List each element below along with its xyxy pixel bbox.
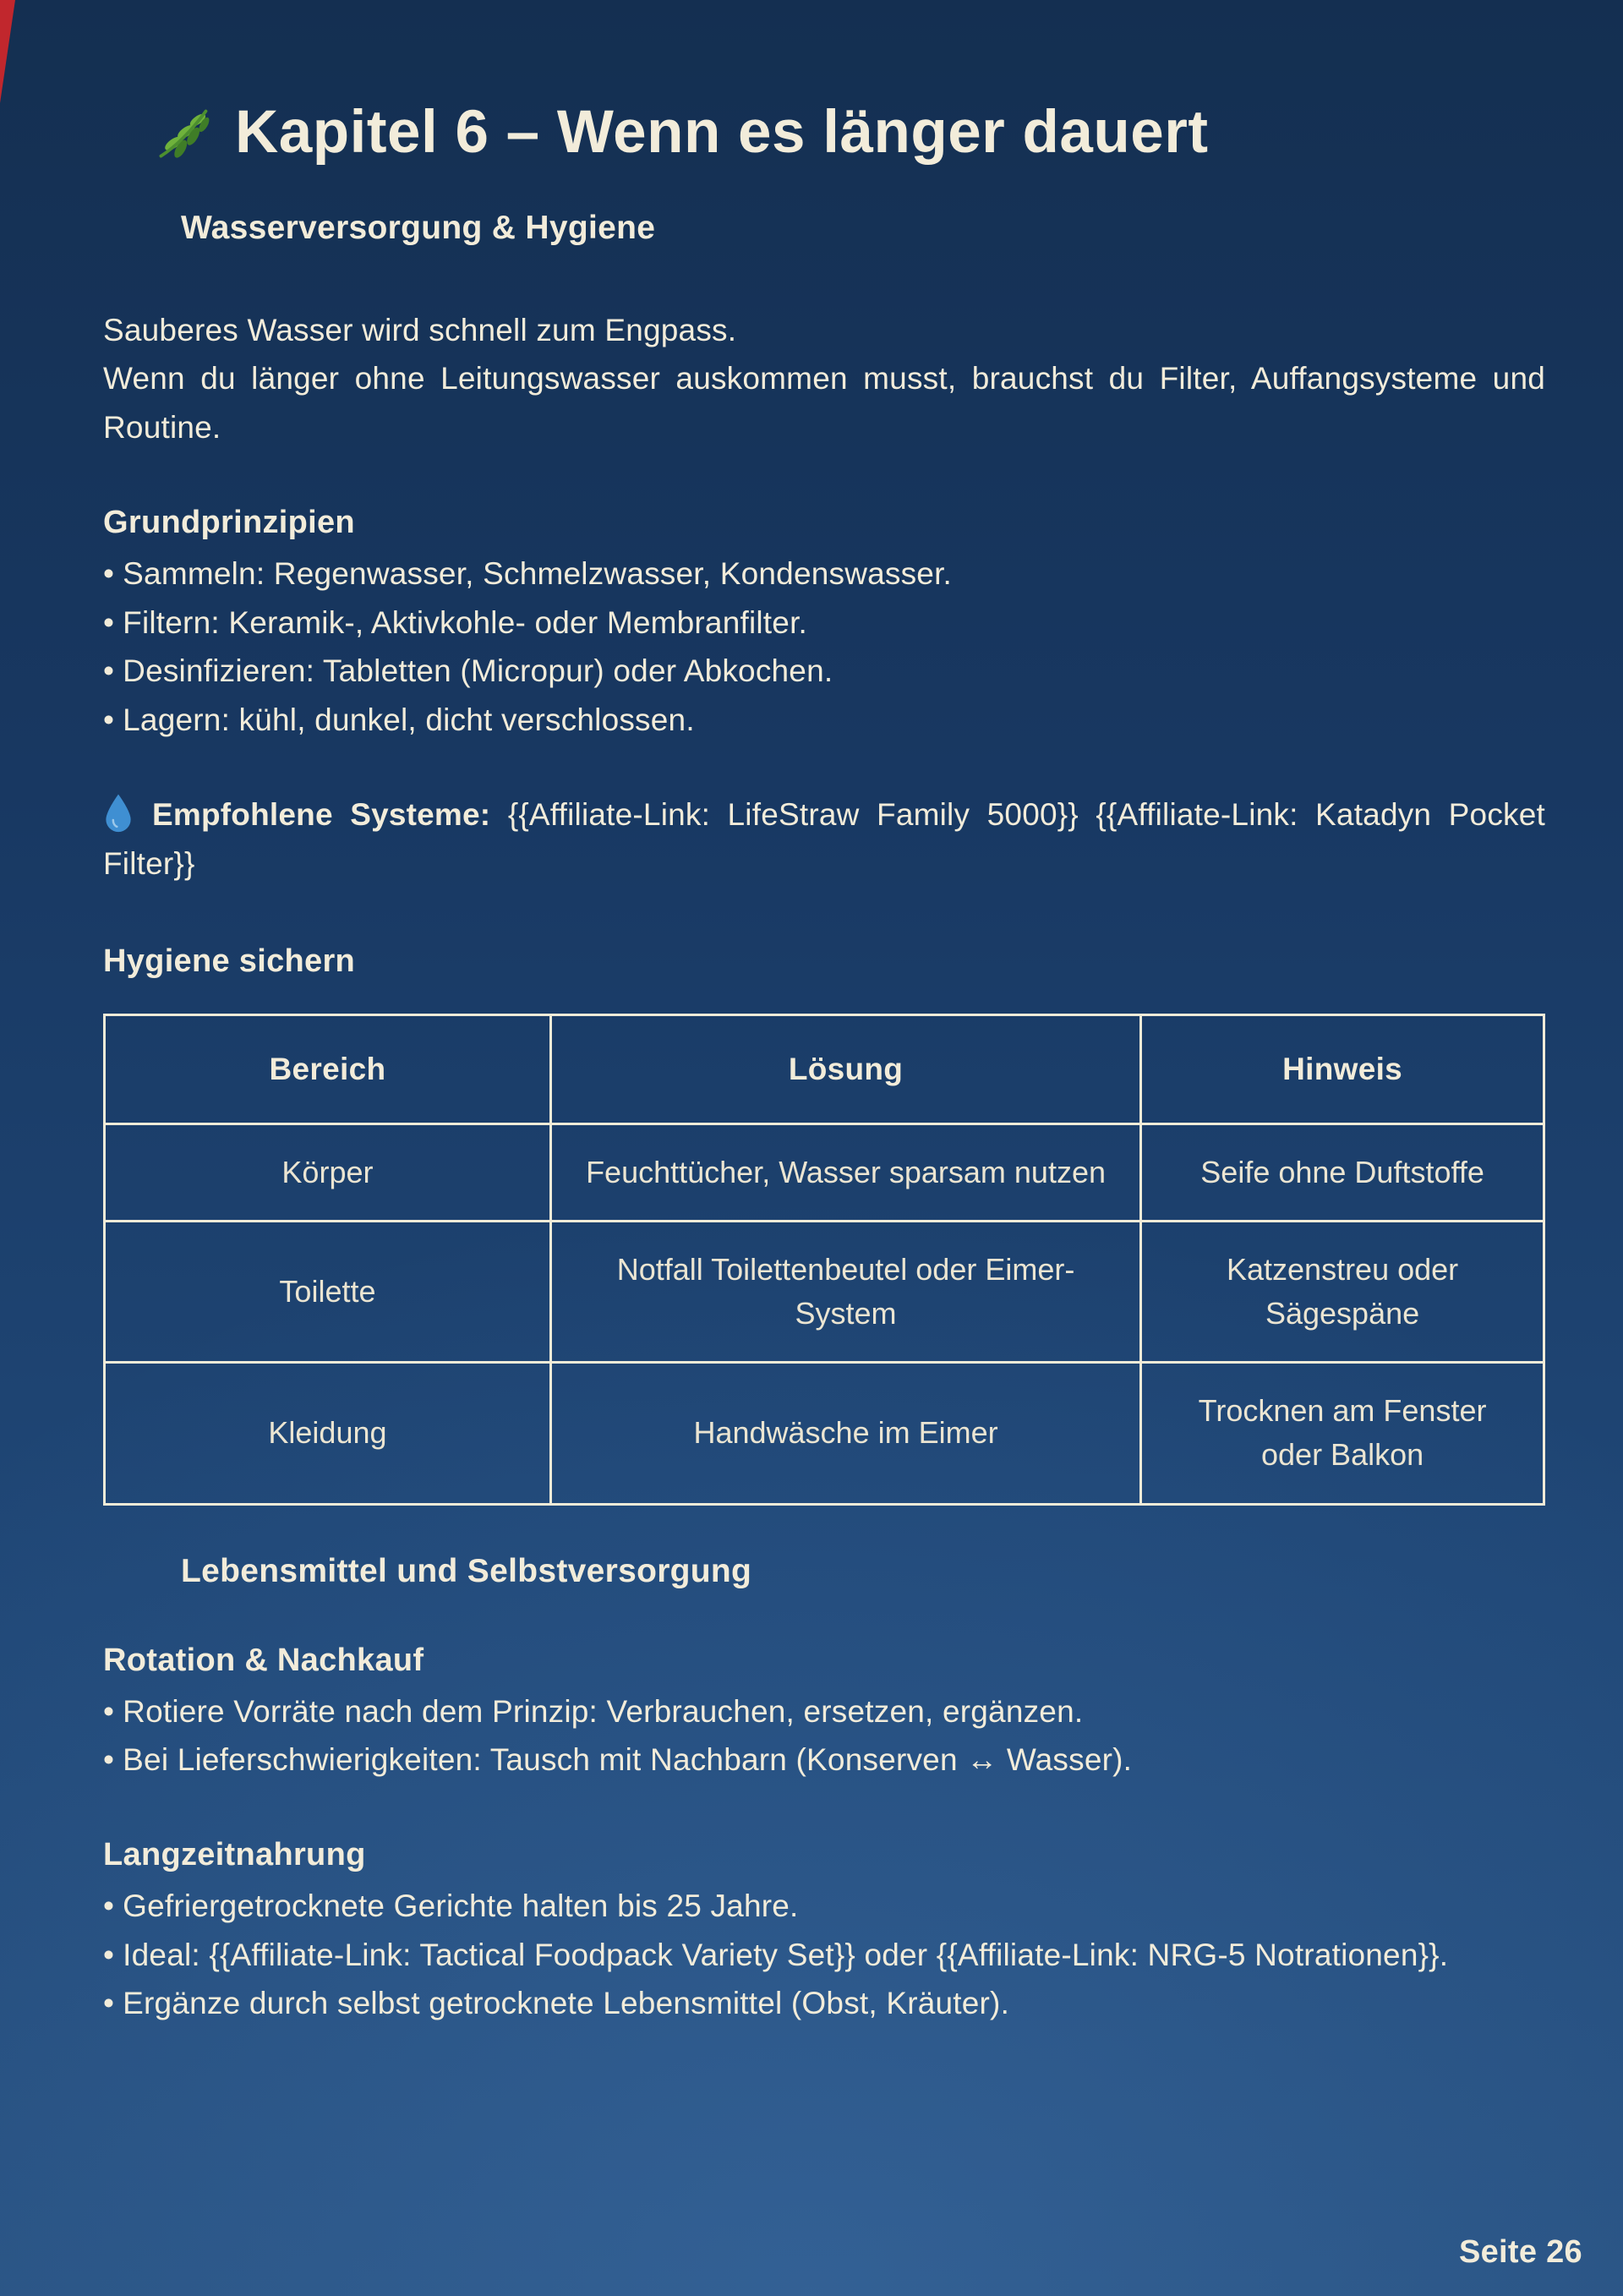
chapter-title-row <box>156 98 1545 167</box>
table-cell: Kleidung <box>105 1363 551 1504</box>
grundprinzipien-list <box>103 549 1545 745</box>
list-item <box>103 1979 1545 2028</box>
list-item-text: Bei Lieferschwierigkeiten: Tausch mit Nachbarn (Konserven ↔ Wasser). <box>123 1742 1133 1778</box>
table-cell: Trocknen am Fenster oder Balkon <box>1141 1363 1544 1504</box>
bullet-glyph: • <box>103 1986 115 2021</box>
intro-line-1: Sauberes Wasser wird schnell zum Engpass. <box>103 312 737 347</box>
table-row <box>105 1363 1544 1504</box>
langzeitnahrung-list <box>103 1882 1545 2028</box>
intro-line-2: Wenn du länger ohne Leitungswasser auskommen musst, brauchst du Filter, Auffangsysteme und Routine. <box>103 361 1545 446</box>
list-item-text: Desinfizieren: Tabletten (Micropur) oder Abkochen. <box>123 653 833 689</box>
bullet-glyph: • <box>103 702 115 737</box>
recommended-label: Empfohlene Systeme: <box>152 796 491 832</box>
water-droplet-icon <box>103 792 134 833</box>
page-number: Seite 26 <box>1458 2234 1582 2270</box>
bullet-glyph: • <box>103 1693 115 1729</box>
subtitle-wasserversorgung: Wasserversorgung & Hygiene <box>181 209 656 246</box>
rotation-list <box>103 1687 1545 1785</box>
table-cell: Körper <box>105 1123 551 1221</box>
table-row <box>105 1221 1544 1362</box>
table-cell: Toilette <box>105 1221 551 1362</box>
bullet-glyph: • <box>103 653 115 689</box>
table-cell: Feuchttücher, Wasser sparsam nutzen <box>550 1123 1140 1221</box>
list-item <box>103 1882 1545 1931</box>
table-cell: Handwäsche im Eimer <box>550 1363 1140 1504</box>
recommended-systems-paragraph <box>103 790 1545 889</box>
list-item-text: Ideal: {{Affiliate-Link: Tactical Foodpack Variety Set}} oder {{Affiliate-Link: NRG-5 Notrationen}}. <box>123 1937 1449 1972</box>
chapter-title: Kapitel 6 – Wenn es länger dauert <box>235 99 1209 166</box>
list-item-text: Ergänze durch selbst getrocknete Lebensmittel (Obst, Kräuter). <box>123 1986 1010 2021</box>
bullet-glyph: • <box>103 555 115 591</box>
list-item <box>103 1736 1545 1785</box>
table-cell: Notfall Toilettenbeutel oder Eimer-System <box>550 1221 1140 1362</box>
list-item-text: Gefriergetrocknete Gerichte halten bis 25 Jahre. <box>123 1888 799 1923</box>
table-cell: Seife ohne Duftstoffe <box>1141 1123 1544 1221</box>
column-header-loesung: Lösung <box>550 1014 1140 1123</box>
column-header-bereich: Bereich <box>105 1014 551 1123</box>
bullet-glyph: • <box>103 1742 115 1778</box>
intro-paragraph <box>103 306 1545 452</box>
table-header-row <box>105 1014 1544 1123</box>
list-item <box>103 599 1545 648</box>
list-item-text: Lagern: kühl, dunkel, dicht verschlossen. <box>123 702 695 737</box>
table-cell: Katzenstreu oder Sägespäne <box>1141 1221 1544 1362</box>
hygiene-table <box>103 1014 1545 1506</box>
list-item <box>103 549 1545 599</box>
bullet-glyph: • <box>103 1937 115 1972</box>
heading-langzeitnahrung: Langzeitnahrung <box>103 1836 366 1872</box>
subtitle-lebensmittel: Lebensmittel und Selbstversorgung <box>181 1552 752 1589</box>
list-item-text: Filtern: Keramik-, Aktivkohle- oder Membranfilter. <box>123 604 808 640</box>
list-item-text: Rotiere Vorräte nach dem Prinzip: Verbrauchen, ersetzen, ergänzen. <box>123 1693 1084 1729</box>
table-row <box>105 1123 1544 1221</box>
list-item <box>103 1931 1545 1980</box>
list-item-text: Sammeln: Regenwasser, Schmelzwasser, Kondenswasser. <box>123 555 953 591</box>
list-item <box>103 647 1545 696</box>
heading-grundprinzipien: Grundprinzipien <box>103 504 355 540</box>
list-item <box>103 1687 1545 1736</box>
heading-rotation-nachkauf: Rotation & Nachkauf <box>103 1642 424 1678</box>
heading-hygiene-sichern: Hygiene sichern <box>103 943 356 979</box>
column-header-hinweis: Hinweis <box>1141 1014 1544 1123</box>
bullet-glyph: • <box>103 1888 115 1923</box>
bullet-glyph: • <box>103 604 115 640</box>
recommended-links-text: {{Affiliate-Link: LifeStraw Family 5000}} {{Affiliate-Link: Katadyn Pocket Filter}} <box>103 796 1545 882</box>
herb-sprig-icon <box>156 104 213 161</box>
list-item <box>103 696 1545 745</box>
